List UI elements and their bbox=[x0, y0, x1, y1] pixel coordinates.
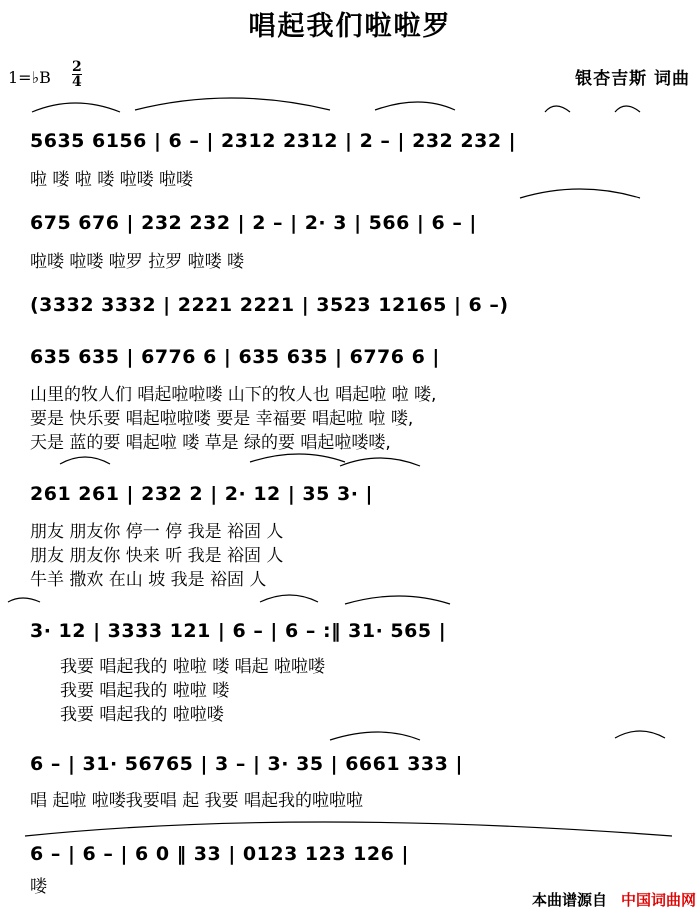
meter-denominator: 4 bbox=[72, 74, 82, 90]
notation-line: 5635 6156 | 6 – | 2312 2312 | 2 – | 232 232 | bbox=[30, 130, 517, 152]
notation-line: 675 676 | 232 232 | 2 – | 2· 3 | 566 | 6 – | bbox=[30, 212, 477, 234]
notation-line: 3· 12 | 3333 121 | 6 – | 6 – :‖ 31· 565 | bbox=[30, 620, 447, 642]
lyric-line: 要是 快乐要 唱起啦啦喽 要是 幸福要 唱起啦 啦 喽, bbox=[30, 409, 414, 429]
lyric-line: 啦 喽 啦 喽 啦喽 啦喽 bbox=[30, 170, 194, 190]
lyric-line: 朋友 朋友你 快来 听 我是 裕固 人 bbox=[30, 546, 284, 566]
lyric-line: 我要 唱起我的 啦啦喽 bbox=[60, 705, 224, 725]
lyric-line: 天是 蓝的要 唱起啦 喽 草是 绿的要 唱起啦喽喽, bbox=[30, 433, 391, 453]
lyric-line: 山里的牧人们 唱起啦啦喽 山下的牧人也 唱起啦 啦 喽, bbox=[30, 385, 437, 405]
notation-line: 635 635 | 6776 6 | 635 635 | 6776 6 | bbox=[30, 346, 440, 368]
author-credit: 银杏吉斯 词曲 bbox=[575, 69, 690, 89]
notation-line: (3332 3332 | 2221 2221 | 3523 12165 | 6 –) bbox=[30, 294, 509, 316]
key-signature: 1=♭B bbox=[8, 68, 51, 87]
notation-line: 6 – | 6 – | 6 0 ‖ 33 | 0123 123 126 | bbox=[30, 843, 409, 865]
source-brand: 中国词曲网 bbox=[620, 891, 696, 909]
notation-line: 6 – | 31· 56765 | 3 – | 3· 35 | 6661 333 | bbox=[30, 753, 463, 775]
notation-line: 261 261 | 232 2 | 2· 12 | 35 3· | bbox=[30, 483, 373, 505]
lyric-line: 我要 唱起我的 啦啦 喽 唱起 啦啦喽 bbox=[60, 657, 326, 677]
lyric-line: 唱 起啦 啦喽我要唱 起 我要 唱起我的啦啦啦 bbox=[30, 791, 364, 811]
source-label: 本曲谱源自 bbox=[531, 891, 607, 909]
lyric-line: 啦喽 啦喽 啦罗 拉罗 啦喽 喽 bbox=[30, 252, 245, 272]
lyric-line: 牛羊 撒欢 在山 坡 我是 裕固 人 bbox=[30, 570, 267, 590]
lyric-line: 我要 唱起我的 啦啦 喽 bbox=[60, 681, 230, 701]
page-title: 唱起我们啦啦罗 bbox=[248, 11, 452, 42]
meter-numerator: 2 bbox=[72, 59, 82, 75]
lyric-line: 朋友 朋友你 停一 停 我是 裕固 人 bbox=[30, 522, 284, 542]
lyric-line: 喽 bbox=[30, 877, 47, 897]
